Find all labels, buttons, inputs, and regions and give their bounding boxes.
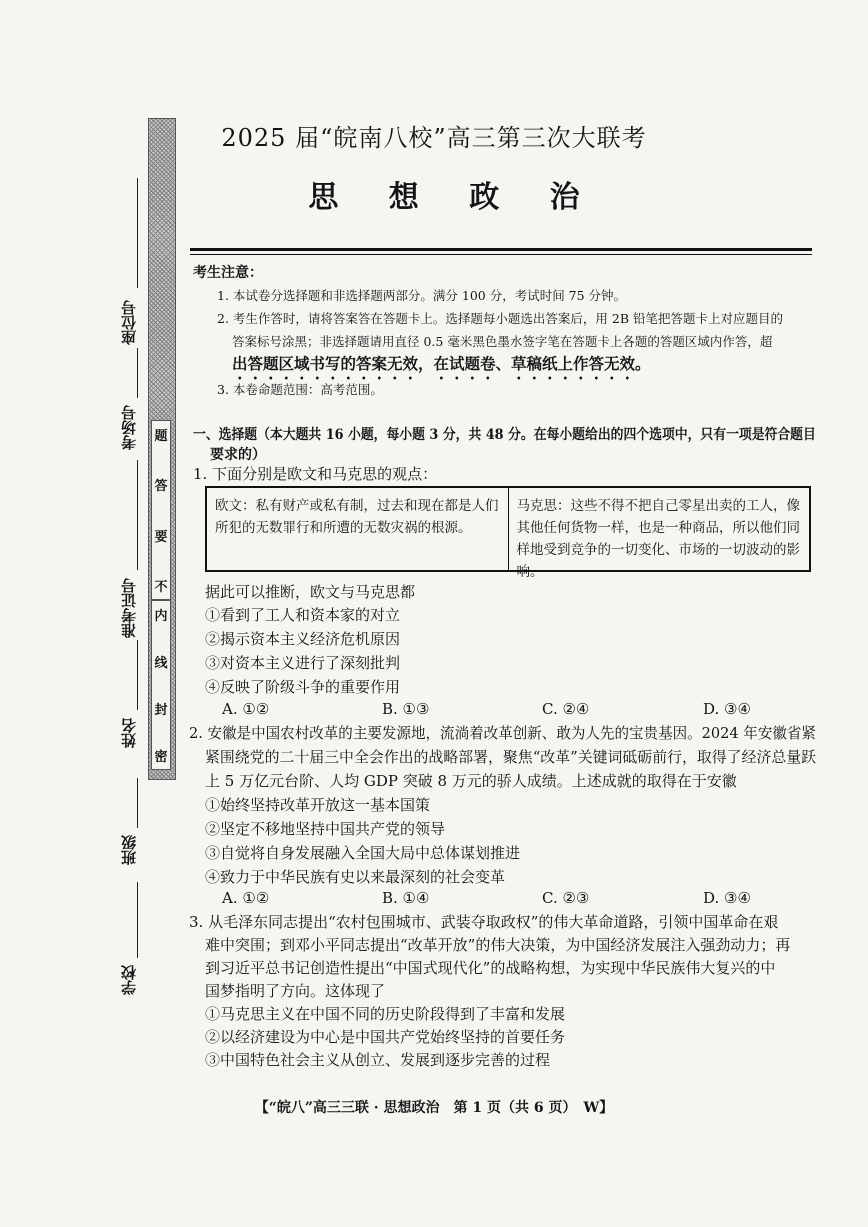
q2-stem-line: 2. 安徽是中国农村改革的主要发源地，流淌着改革创新、敢为人先的宝贵基因。2024 年安徽省紧 — [189, 724, 816, 742]
name-line — [137, 640, 138, 710]
q1-item: ④反映了阶级斗争的重要作用 — [205, 678, 401, 696]
q3-stem-line: 3. 从毛泽东同志提出“农村包围城市、武装夺取政权”的伟大革命道路，引领中国革命在艰 — [189, 913, 779, 931]
q1-option-a: A. ①② — [222, 700, 270, 718]
class-label: 班级 — [120, 835, 138, 865]
notes-heading: 考生注意： — [193, 265, 263, 281]
q3-item: ②以经济建设为中心是中国共产党始终坚持的首要任务 — [205, 1028, 566, 1046]
note-item: 3. 本卷命题范围：高考范围。 — [217, 382, 383, 397]
note-item: 2. 考生作答时，请将答案答在答题卡上。选择题每小题选出答案后，用 2B 铅笔把答题卡上对应题目的 — [217, 311, 783, 326]
marx-quote: 马克思：这些不得不把自己零星出卖的工人，像其他任何货物一样，也是一种商品，所以他们同样地受到竞争的一切变化、市场的一切波动的影响。 — [508, 488, 810, 570]
admission-number-label: 准考证号 — [120, 578, 138, 638]
note-item-emphasis: 出答题区域书写的答案无效，在试题卷、草稿纸上作答无效。 — [232, 354, 651, 373]
q2-option-a: A. ①② — [222, 889, 270, 907]
school-line — [137, 882, 138, 958]
q1-lead: 据此可以推断，欧文与马克思都 — [205, 583, 416, 601]
q2-stem-line: 紧围绕党的二十届三中全会作出的战略部署，聚焦“改革”关键词砥砺前行，取得了经济总量跃 — [205, 748, 817, 766]
q2-item: ④致力于中华民族有史以来最深刻的社会变革 — [205, 868, 506, 886]
note-item: 1. 本试卷分选择题和非选择题两部分。满分 100 分，考试时间 75 分钟。 — [217, 288, 627, 303]
seal-char: 线 — [154, 656, 168, 671]
page-footer: 【“皖八”高三三联 · 思想政治 第 1 页（共 6 页） W】 — [254, 1100, 614, 1116]
header-rule-thick — [190, 248, 812, 251]
section-heading-cont: 要求的） — [210, 447, 266, 463]
q3-item: ①马克思主义在中国不同的历史阶段得到了丰富和发展 — [205, 1005, 566, 1023]
name-label: 姓名 — [120, 718, 138, 748]
q3-stem-line: 难中突围；到邓小平同志提出“改革开放”的伟大决策，为中国经济发展注入强劲动力；再 — [205, 936, 791, 954]
q2-item: ②坚定不移地坚持中国共产党的领导 — [205, 820, 446, 838]
seal-char: 不 — [154, 579, 168, 595]
seal-char: 内 — [154, 609, 168, 624]
subject-title: 思 想 政 治 — [308, 180, 600, 215]
seal-char: 答 — [154, 479, 168, 495]
q2-option-d: D. ③④ — [703, 889, 751, 907]
exam-room-line — [137, 348, 138, 398]
header-rule-thin — [190, 254, 812, 255]
seat-number-label: 座位号 — [120, 300, 138, 345]
q1-item: ③对资本主义进行了深刻批判 — [205, 654, 401, 672]
q1-option-d: D. ③④ — [703, 700, 751, 718]
q3-stem-line: 到习近平总书记创造性提出“中国式现代化”的战略构想，为实现中华民族伟大复兴的中 — [205, 959, 776, 977]
seal-char: 封 — [154, 703, 168, 718]
section-heading: 一、选择题（本大题共 16 小题，每小题 3 分，共 48 分。在每小题给出的四个选项中，只有一项是符合题目 — [193, 427, 816, 443]
seal-char: 题 — [154, 429, 168, 444]
q1-item: ①看到了工人和资本家的对立 — [205, 606, 401, 624]
q1-option-b: B. ①③ — [382, 700, 430, 718]
q3-item: ③中国特色社会主义从创立、发展到逐步完善的过程 — [205, 1051, 551, 1069]
q2-stem-line: 上 5 万亿元台阶、人均 GDP 突破 8 万元的骄人成绩。上述成就的取得在于安徽 — [205, 772, 737, 790]
seal-box-lower — [151, 600, 171, 770]
q2-item: ③自觉将自身发展融入全国大局中总体谋划推进 — [205, 844, 521, 862]
seal-char: 要 — [154, 529, 168, 545]
q1-item: ②揭示资本主义经济危机原因 — [205, 630, 401, 648]
exam-room-label: 考场号 — [120, 405, 138, 450]
q2-item: ①始终坚持改革开放这一基本国策 — [205, 796, 431, 814]
seal-box-upper — [151, 420, 171, 600]
q1-stem: 1. 下面分别是欧文和马克思的观点： — [193, 465, 438, 483]
q2-option-c: C. ②③ — [542, 889, 590, 907]
class-line — [137, 778, 138, 828]
q3-stem-line: 国梦指明了方向。这体现了 — [205, 982, 386, 1000]
q2-option-b: B. ①④ — [382, 889, 430, 907]
q1-option-c: C. ②④ — [542, 700, 590, 718]
school-label: 学校 — [120, 965, 138, 995]
owen-quote: 欧文：私有财产或私有制，过去和现在都是人们所犯的无数罪行和所遭的无数灾祸的根源。 — [215, 498, 499, 536]
exam-title: 2025 届“皖南八校”高三第三次大联考 — [221, 124, 647, 152]
seal-char: 密 — [154, 750, 168, 765]
admission-number-line — [137, 460, 138, 570]
q1-quote-table — [205, 486, 811, 580]
note-item: 答案标号涂黑；非选择题请用直径 0.5 毫米黑色墨水签字笔在答题卡上各题的答题区域内作答，超 — [232, 334, 773, 349]
